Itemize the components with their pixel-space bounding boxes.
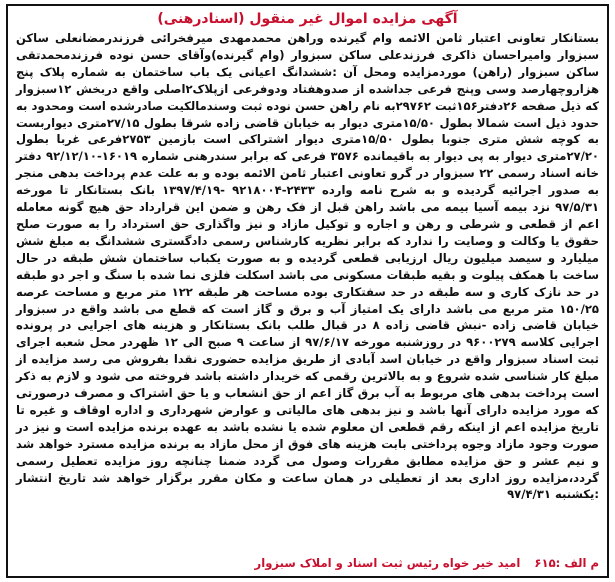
notice-border (6, 4, 609, 578)
notice-body: بستانکار تعاونی اعتبار ثامن الائمه وام گیرنده وراهن محمدمهدی میرفخرائی فرزندرمضانعلی ساکن سبزوار وامیراحسان ذاکری فرزندعلی ساکن سبزوار (وام گیرنده)وآقای حسن نوده فرزندمحمدتقی ساکن سبزوار (راهن) موردمزایده ومحل آن :ششدانگ اعیانی یک باب ساختمان به شماره پلاک پنج هزاروچهارصد وسی وپنج فرعی جداشده از صدوهفتاد ودوفرعی ازپلاک۲اصلی واقع دربخش ۱۲سبزوار که ذیل صفحه ۲۶دفتر۱۵۶ثبت ۲۹۷۶۲به نام راهن حسن نوده ثبت وسندمالکیت صادرشده است ومحدود به حدود ذیل است شمالا بطول ۱۵/۵۰متری دیوار به خیابان قاضی زاده شرقا بطول ۲۷/۱۵متری دیواربست به کوچه شش متری جنوبا بطول ۱۵/۵۰متری دیوار اشتراکی است بازمین ۲۷۵۳فرعی غربا بطول ۲۷/۲۰متری دیوار به پی دیوار به باقیمانده ۳۵۷۶ فرعی که برابر سندرهنی شماره ۱۶۰۱۹-۹۲/۱۲/۱۰ دفتر خانه اسناد رسمی ۲۲ سبزوار در گرو تعاونی اعتبار ثامن الائمه بوده و به علت عدم پرداخت بدهی منجر به صدور اجرائیه گردیده و به شرح نامه وارده ۲۴۳۳-۹۲۱۸۰۰۴ -۱۳۹۷/۴/۱۹ بانک بستانکار تا مورخه ۹۷/۵/۳۱ نزد بیمه آسیا بیمه می باشد راهن قبل از فک رهن و ضمن این قرارداد حق هیچ گونه معامله اعم از قطعی و شرطی و رهن و اجاره و توکیل مازاد و نیز واگذاری حق استرداد را به صورت صلح حقوق یا وکالت و وصایت را ندارد که برابر نظریه کارشناس رسمی دادگستری ششدانگ به مبلغ شش میلیارد و سیصد میلیون ریال ارزیابی قطعی گردیده و به صورت یکباب ساختمان شش طبقه در حال ساخت با همکف پیلوت و بقیه طبقات مسکونی می باشد اسکلت فلزی نما شده با سنگ و اجر دو طبقه در حد نازک کاری و سه طبقه در حد سفتکاری بوده مساحت هر طبقه ۱۲۲ متر مربع و مساحت عرصه ۱۵۰/۲۵ متر مربع می باشد دارای یک امتیاز آب و برق و گاز است که قطع می باشد واقع در سبزوار خیابان قاضی زاده -نبش قاضی زاده ۸ در قبال طلب بانک بستانکار و هزینه های اجرایی در پرونده اجرایی کلاسه ۹۶۰۰۲۷۹ در روزشنبه مورخه ۹۷/۶/۱۷ از ساعت ۹ صبح الی ۱۲ ظهردر محل شعبه اجرای ثبت اسناد سبزوار واقع در خیابان اسد آبادی از طریق مزایده حضوری نقدا بفروش می رسد مزایده از مبلغ کار شناسی شده شروع و به بالاترین رقمی که خریدار داشته باشد فروخته می شود و لازم به ذکر است پرداخت بدهی های مربوط به آب برق گاز اعم از حق انشعاب و یا حق اشتراک و مصرف درصورتی که مورد مزایده دارای آنها باشد و نیز بدهی های مالیاتی و عوارض شهرداری و اداره اوقاف و غیره تا تاریخ مزایده اعم از اینکه رقم قطعی ان معلوم شده یا نشده باشد به عهده برنده مزایده است و نیز در صورت وجود مازاد وجوه پرداختی بابت هزینه های فوق از محل مازاد به برنده مزایده مسترد خواهد شد و نیم عشر و حق مزایده مطابق مقررات وصول می گردد ضمنا چنانچه روز مزایده تعطیل رسمی گردد،مزایده روز اداری بعد از تعطیلی در همان ساعت و مکان مقرر برگزار خواهد شد تاریخ انتشار :یکشنبه ۹۷/۴/۳۱ (16, 31, 600, 502)
notice-reference-code: م الف :۶۱۵ (534, 556, 599, 570)
notice-footer (16, 555, 599, 572)
notice-title: آگهی مزایده اموال غیر منقول (اسنادرهنی) (157, 11, 458, 27)
notice-signatory: امید خیر خواه رئیس ثبت اسناد و املاک سبزوار (254, 556, 521, 570)
